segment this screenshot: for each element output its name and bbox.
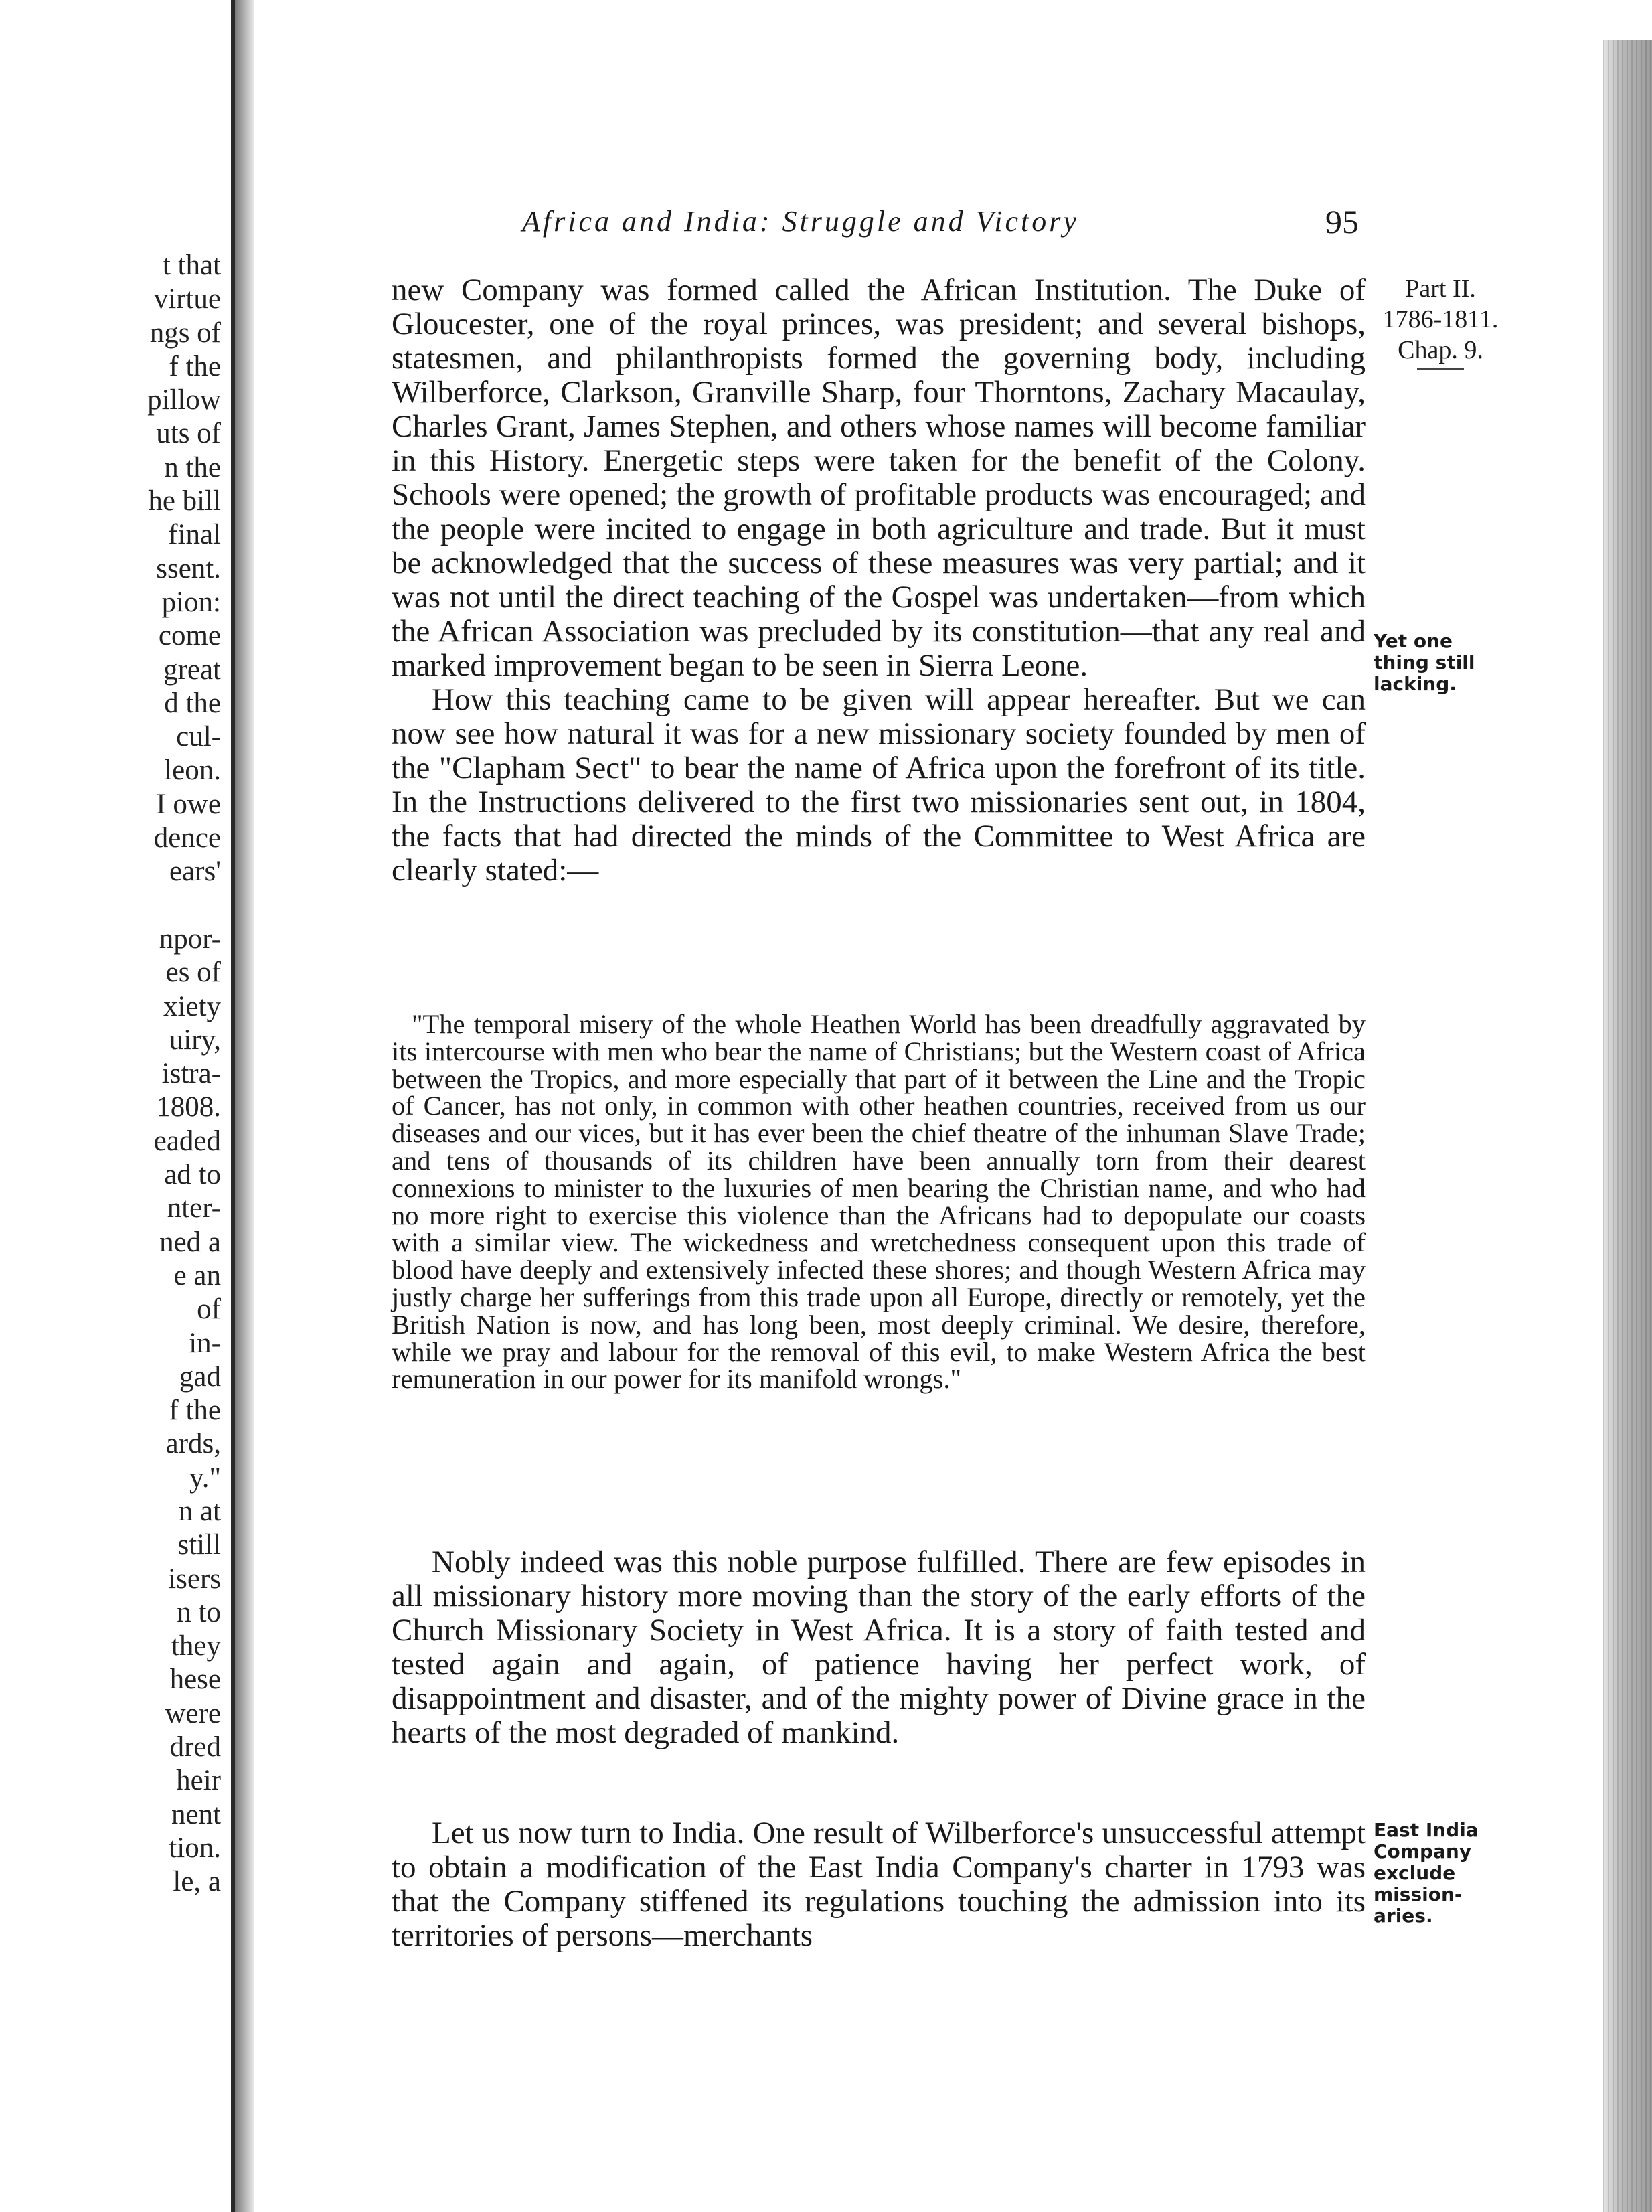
facing-page-line: t that	[162, 250, 221, 281]
facing-page-line: n to	[177, 1596, 221, 1628]
facing-page-line: gad	[179, 1360, 221, 1393]
facing-page-line: uts of	[156, 418, 221, 450]
facing-page-line: they	[171, 1630, 221, 1662]
facing-page-line: dence	[153, 822, 221, 854]
page-number: 95	[1325, 203, 1359, 240]
part-label: Part II.	[1405, 274, 1476, 303]
facing-page-line: of	[197, 1293, 221, 1326]
facing-page-line: in-	[189, 1327, 221, 1359]
page-edges	[1603, 40, 1652, 2212]
margin-rule	[1417, 368, 1464, 370]
years-label: 1786-1811.	[1382, 305, 1499, 333]
facing-page-text	[0, 249, 221, 1899]
facing-page-line: pillow	[147, 384, 221, 416]
facing-page-line: pion:	[161, 586, 221, 618]
facing-page-line: n at	[178, 1495, 221, 1527]
facing-page-line: ssent.	[156, 552, 221, 584]
facing-page-line: n the	[164, 451, 221, 483]
facing-page-line: final	[168, 519, 221, 551]
paragraph-african-institution: new Company was formed called the African Institution. The Duke of Gloucester, one of the royal princes, was president; and several bishops, statesmen, and philanthropists formed the governing body, including Wilberforce, Clarkson, Granville Sharp, four Thorntons, Zachary Macaulay, Charles Grant, James Stephen, and others whose names will become familiar in this History. Energetic steps were taken for the benefit of the Colony. Schools were opened; the growth of profitable products was encouraged; and the people were incited to engage in both agriculture and trade. But it must be acknowledged that the success of these measures was very partial; and it was not until the direct teaching of the Gospel was undertaken—from which the African Association was precluded by its constitution—that any real and marked improvement began to be seen in Sierra Leone.	[392, 272, 1366, 683]
body-section-2	[392, 1545, 1366, 1750]
facing-page-line: es of	[165, 957, 221, 989]
facing-page-line: I owe	[156, 788, 221, 820]
facing-page-line: come	[158, 620, 221, 652]
facing-page-line: nent	[171, 1798, 221, 1830]
facing-page-line: ned a	[159, 1226, 221, 1258]
facing-page-line: ngs of	[149, 317, 221, 349]
facing-page-line: heir	[176, 1765, 221, 1797]
facing-page-line: ears'	[169, 856, 221, 888]
facing-page-line: y."	[189, 1462, 221, 1494]
facing-page-line: eaded	[153, 1125, 221, 1157]
facing-page-line: tion.	[169, 1832, 221, 1864]
facing-page-line: ards,	[165, 1428, 221, 1460]
body-section-1	[392, 273, 1366, 888]
margin-note-part	[1374, 273, 1507, 370]
paragraph-teaching: How this teaching came to be given will appear hereafter. But we can now see how natural it was for a new missionary society founded by men of the "Clapham Sect" to bear the name of Africa upon the forefront of its title. In the Instructions delivered to the first two missionaries sent out, in 1804, the facts that had directed the minds of the Committee to West Africa are clearly stated:—	[392, 682, 1366, 888]
facing-page-line: d the	[164, 687, 221, 719]
facing-page-line: nter-	[167, 1192, 221, 1224]
facing-page-line: he bill	[148, 485, 221, 518]
running-title: Africa and India: Struggle and Victory	[522, 205, 1079, 238]
facing-page-line: were	[165, 1697, 221, 1729]
block-quote-instructions: "The temporal misery of the whole Heathen World has been dreadfully aggravated by its intercourse with men who bear the name of Christians; but the Western coast of Africa between the Tropics, and more especially that part of it between the Line and the Tropic of Cancer, has not only, in common with other heathen countries, received from us our diseases and our vices, but it has ever been the chief theatre of the inhuman Slave Trade; and tens of thousands of its children have been annually torn from their dearest connexions to minister to the luxuries of men bearing the Christian name, and who had no more right to exercise this violence than the Africans had to depopulate our coasts with a similar view. The wickedness and wretchedness consequent upon this trade of blood have deeply and extensively infected these shores; and though Western Africa may justly charge her sufferings from this trade upon all Europe, directly or remotely, yet the British Nation is now, and has long been, most deeply criminal. We desire, therefore, while we pray and labour for the removal of this evil, to make Western Africa the best remuneration in our power for its manifold wrongs."	[392, 1009, 1366, 1395]
facing-page-line: le, a	[173, 1866, 221, 1898]
facing-page-line: uiry,	[169, 1024, 221, 1056]
facing-page-line: xiety	[163, 990, 221, 1022]
facing-page-line: npor-	[159, 923, 221, 955]
body-section-3	[392, 1816, 1366, 1953]
facing-page-line: cul-	[176, 721, 221, 753]
margin-note-lacking: Yet one thing still lacking.	[1374, 630, 1475, 695]
facing-page-line: 1808.	[156, 1091, 221, 1123]
paragraph-nobly: Nobly indeed was this noble purpose fulfilled. There are few episodes in all missionary history more moving than the story of the early efforts of the Church Missionary Society in West Africa. It is a story of faith tested and tested again and again, of patience having her perfect work, of disappointment and disaster, and of the mighty power of Divine grace in the hearts of the most degraded of mankind.	[392, 1545, 1366, 1750]
facing-page-line: isers	[168, 1563, 221, 1595]
chapter-label: Chap. 9.	[1398, 336, 1483, 364]
facing-page-line: istra-	[161, 1058, 221, 1090]
facing-page-line: great	[163, 653, 221, 686]
facing-page-line: dred	[169, 1731, 221, 1763]
facing-page-line: e an	[173, 1259, 221, 1291]
facing-page-line: f the	[169, 1395, 221, 1427]
facing-page-line: still	[177, 1529, 221, 1561]
facing-page-line: hese	[169, 1664, 221, 1696]
margin-note-east-india: East India Company exclude mission-aries.	[1374, 1819, 1479, 1927]
facing-page-line: virtue	[153, 283, 221, 315]
facing-page-line: ad to	[164, 1159, 221, 1191]
facing-page-line: leon.	[164, 755, 221, 787]
facing-page-line: f the	[169, 350, 221, 382]
book-gutter	[235, 0, 254, 2212]
paragraph-india: Let us now turn to India. One result of Wilberforce's unsuccessful attempt to obtain a modification of the East India Company's charter in 1793 was that the Company stiffened its regulations touching the admission into its territories of persons—merchants	[392, 1816, 1366, 1953]
facing-page-line	[0, 889, 221, 923]
